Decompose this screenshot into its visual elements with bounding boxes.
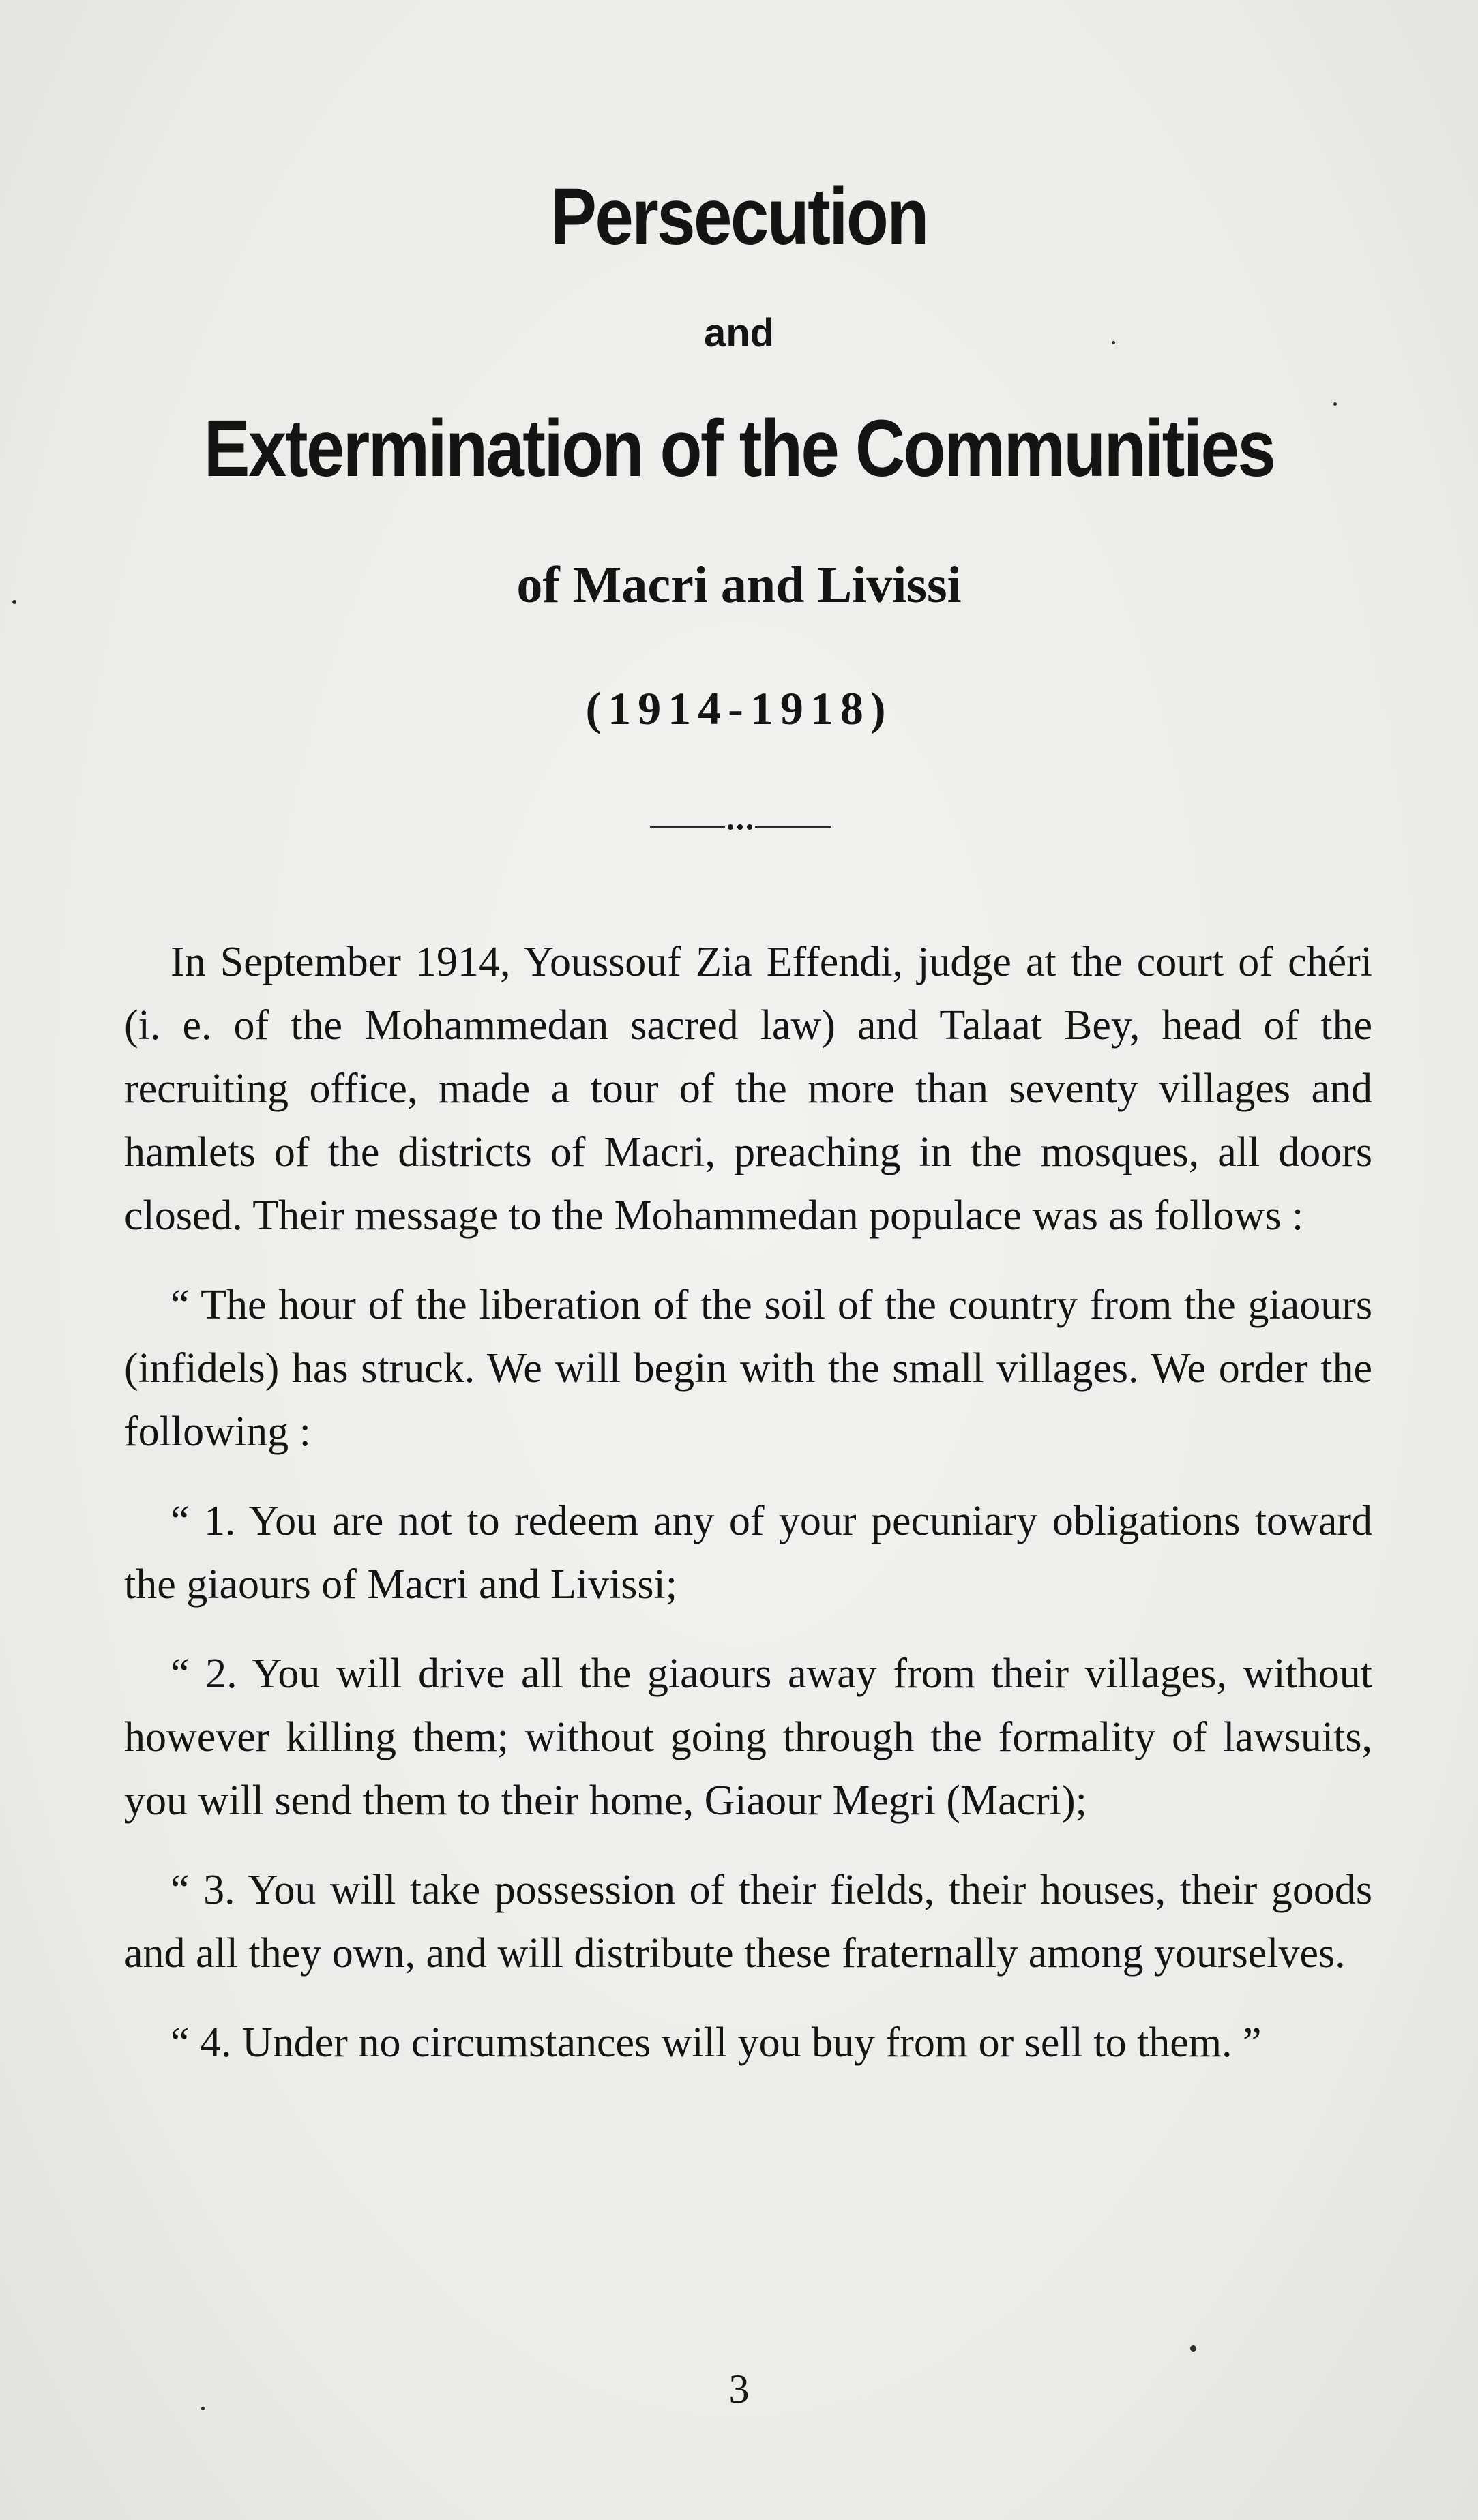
paragraph-order-4: “ 4. Under no circumstances will you buy from or sell to them. ” <box>171 2020 1262 2066</box>
title-extermination: Extermination of the Communities <box>203 404 1275 494</box>
paragraph-intro: In September 1914, Youssouf Zia Effendi, judge at the court of chéri (i. e. of the Mohammedan sacred law) and Talaat Bey, head of the recruiting office, made a tour of the more than seventy villages and hamlets of the districts of Macri, preaching in the mosques, all doors closed. Their message to the Mohammedan populace was as follows : <box>124 939 1372 1239</box>
title-persecution: Persecution <box>550 172 928 262</box>
body-text <box>124 931 1372 2101</box>
paragraph-order-2: “ 2. You will drive all the giaours away from their villages, without however killing them; without going through the formality of lawsuits, you will send them to their home, Giaour Megri (Macri); <box>124 1651 1372 1824</box>
title-and: and <box>703 311 775 355</box>
divider-ornament <box>650 824 831 830</box>
print-speck <box>12 600 16 604</box>
paragraph-order-1: “ 1. You are not to redeem any of your pecuniary obligations toward the giaours of Macri and Livissi; <box>124 1498 1372 1608</box>
paragraph-quote-opening: “ The hour of the liberation of the soil of the country from the giaours (infidels) has struck. We will begin with the small villages. We order the following : <box>124 1282 1372 1455</box>
title-years: (1914-1918) <box>585 682 893 734</box>
print-speck <box>201 2407 205 2410</box>
paragraph-order-3: “ 3. You will take possession of their fields, their houses, their goods and all they own, and will distribute these fraternally among yourselves. <box>124 1867 1372 1977</box>
print-speck <box>1333 402 1337 406</box>
page-number: 3 <box>728 2367 750 2412</box>
title-macri-livissi: of Macri and Livissi <box>516 556 962 614</box>
print-speck <box>1190 2345 1196 2352</box>
print-speck <box>1112 341 1115 344</box>
